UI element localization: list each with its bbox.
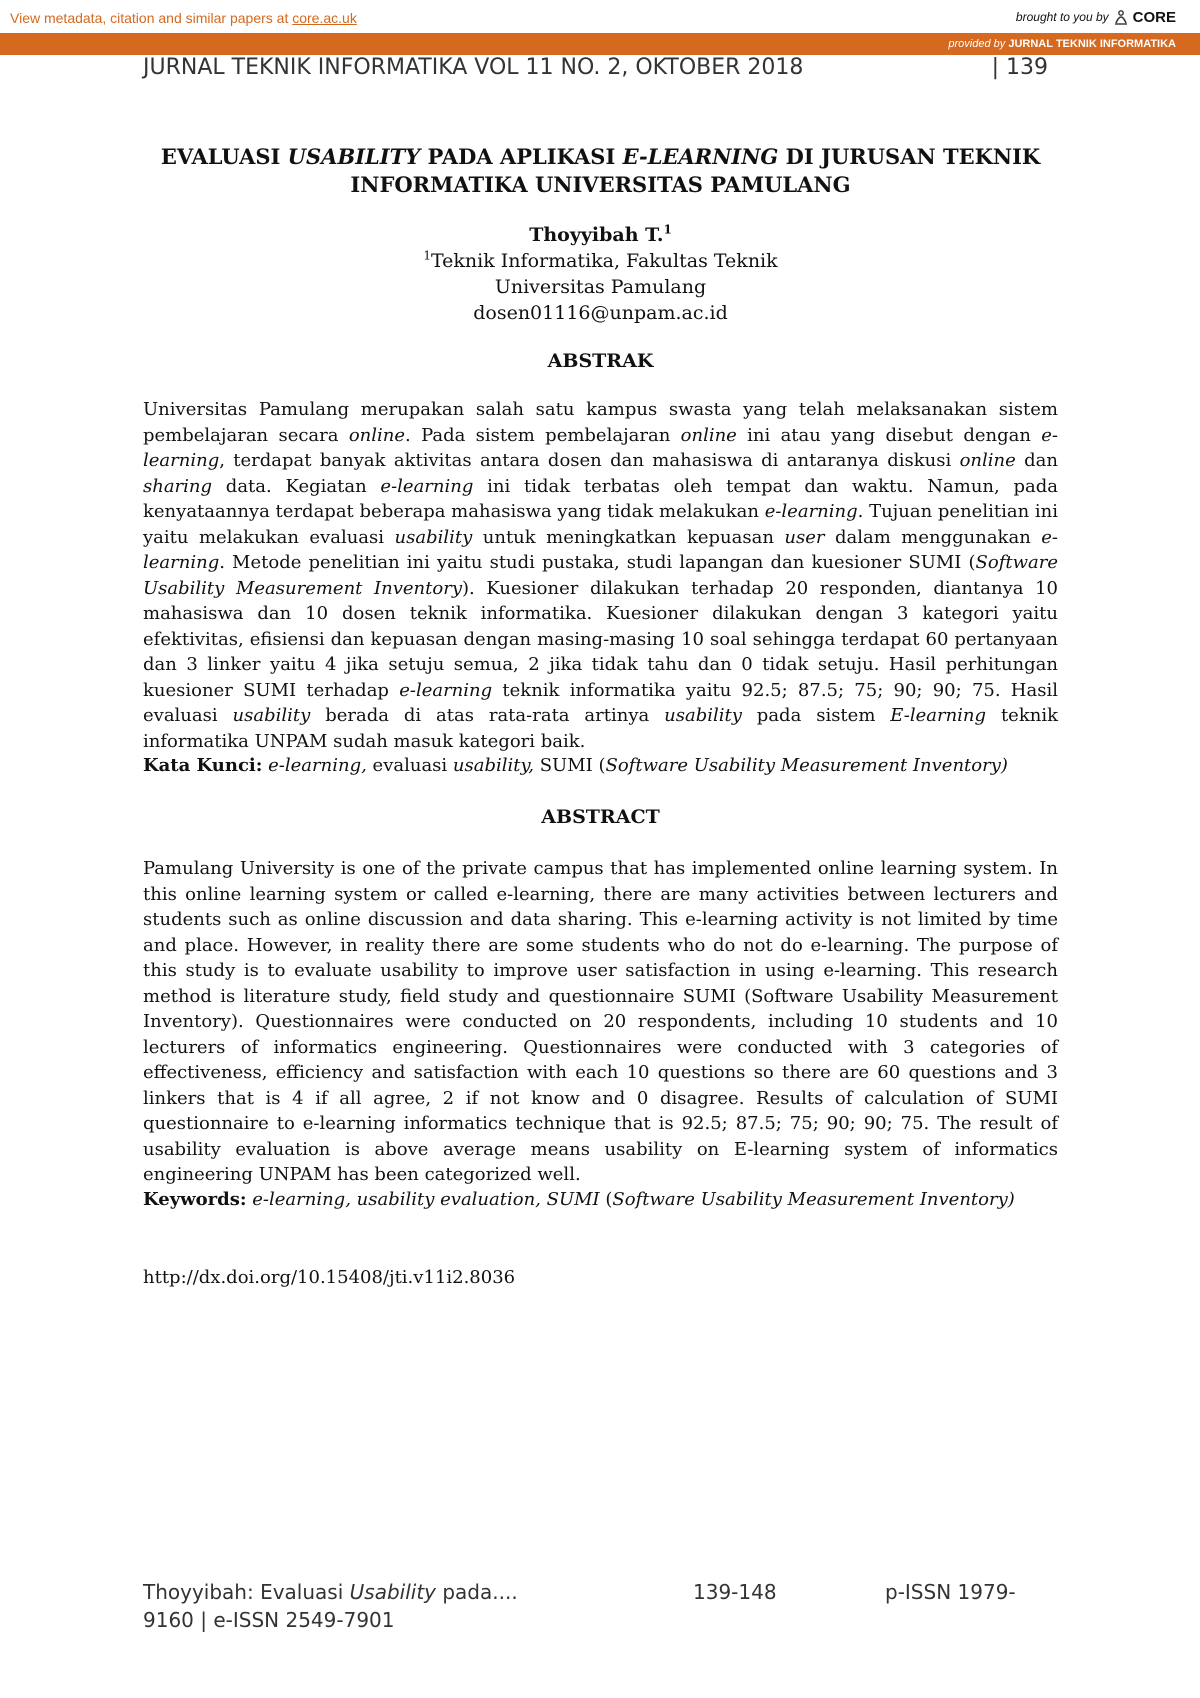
core-brand[interactable] — [1016, 8, 1176, 26]
footer-citation: Thoyyibah: Evaluasi Usability pada.... — [143, 1580, 518, 1604]
page-number: | 139 — [991, 55, 1048, 80]
kata-kunci: Kata Kunci: e-learning, evaluasi usability, SUMI (Software Usability Measurement Inventory) — [143, 755, 1008, 776]
brought-by-text: brought to you by — [1015, 10, 1109, 24]
author-university: Universitas Pamulang — [494, 276, 707, 298]
abstrak-body: Universitas Pamulang merupakan salah satu kampus swasta yang telah melaksanakan sistem pembelajaran secara online. Pada sistem pembelajaran online ini atau yang disebut dengan e-learning, terdapat banyak aktivitas antara dosen dan mahasiswa di antaranya diskusi online dan sharing data. Kegiatan e-learning ini tidak terbatas oleh tempat dan waktu. Namun, pada kenyataannya terdapat beberapa mahasiswa yang tidak melakukan e-learning. Tujuan penelitian ini yaitu melakukan evaluasi usability untuk meningkatkan kepuasan user dalam menggunakan e-learning. Metode penelitian ini yaitu studi pustaka, studi lapangan dan kuesioner SUMI (Software Usability Measurement Inventory). Kuesioner dilakukan terhadap 20 responden, diantanya 10 mahasiswa dan 10 dosen teknik informatika. Kuesioner dilakukan dengan 3 kategori yaitu efektivitas, efisiensi dan kepuasan dengan masing-masing 10 soal sehingga terdapat 60 pertanyaan dan 3 linker yaitu 4 jika setuju semua, 2 jika tidak tahu dan 0 tidak setuju. Hasil perhitungan kuesioner SUMI terhadap e-learning teknik informatika yaitu 92.5; 87.5; 75; 90; 90; 75. Hasil evaluasi usability berada di atas rata-rata artinya usability pada sistem E-learning teknik informatika UNPAM sudah masuk kategori baik. — [143, 399, 1059, 752]
journal-name: JURNAL TEKNIK INFORMATIKA VOL 11 NO. 2, OKTOBER 2018 — [143, 55, 804, 80]
footer-pages: 139-148 — [693, 1580, 777, 1604]
abstract-body: Pamulang University is one of the private campus that has implemented online learning system. In this online learning system or called e-learning, there are many activities between lecturers and students such as online discussion and data sharing. This e-learning activity is not limited by time and place. However, in reality there are some students who do not do e-learning. The purpose of this study is to evaluate usability to improve user satisfaction in using e-learning. This research method is literature study, field study and questionnaire SUMI (Software Usability Measurement Inventory). Questionnaires were conducted on 20 respondents, including 10 students and 10 lecturers of informatics engineering. Questionnaires were conducted with 3 categories of effectiveness, efficiency and satisfaction with each 10 questions so there are 60 questions and 3 linkers that is 4 if all agree, 2 if not know and 0 disagree. Results of calculation of SUMI questionnaire to e-learning informatics technique that is 92.5; 87.5; 75; 90; 90; 75. The result of usability evaluation is above average means usability on E-learning system of informatics engineering UNPAM has been categorized well. — [143, 858, 1058, 1185]
core-metadata-link[interactable]: View metadata, citation and similar papers at core.ac.uk — [10, 10, 357, 26]
footer-issn-cont: 9160 | e-ISSN 2549-7901 — [143, 1608, 395, 1632]
footer-issn: p-ISSN 1979- — [885, 1580, 1016, 1604]
abstract-heading: ABSTRACT — [541, 806, 660, 828]
author-block — [143, 222, 1058, 326]
doi-link[interactable]: http://dx.doi.org/10.15408/jti.v11i2.8036 — [143, 1267, 516, 1288]
provided-by[interactable]: provided by JURNAL TEKNIK INFORMATIKA — [948, 38, 1176, 50]
core-banner — [0, 0, 1200, 34]
keywords: Keywords: e-learning, usability evaluation, SUMI (Software Usability Measurement Inventory) — [143, 1189, 1015, 1210]
core-brand-name: CORE — [1132, 8, 1176, 26]
provider-bar — [0, 33, 1200, 55]
paper-title: EVALUASI USABILITY PADA APLIKASI E-LEARNING DI JURUSAN TEKNIK INFORMATIKA UNIVERSITAS PAMULANG — [160, 144, 1041, 197]
core-logo-icon — [1113, 8, 1129, 26]
author-name: Thoyyibah T.$^1$ — [529, 222, 672, 246]
author-email: dosen01116@unpam.ac.id — [473, 302, 728, 324]
author-affiliation: $^1$Teknik Informatika, Fakultas Teknik — [423, 248, 778, 272]
abstrak-heading: ABSTRAK — [547, 350, 654, 372]
running-head — [143, 55, 1048, 85]
